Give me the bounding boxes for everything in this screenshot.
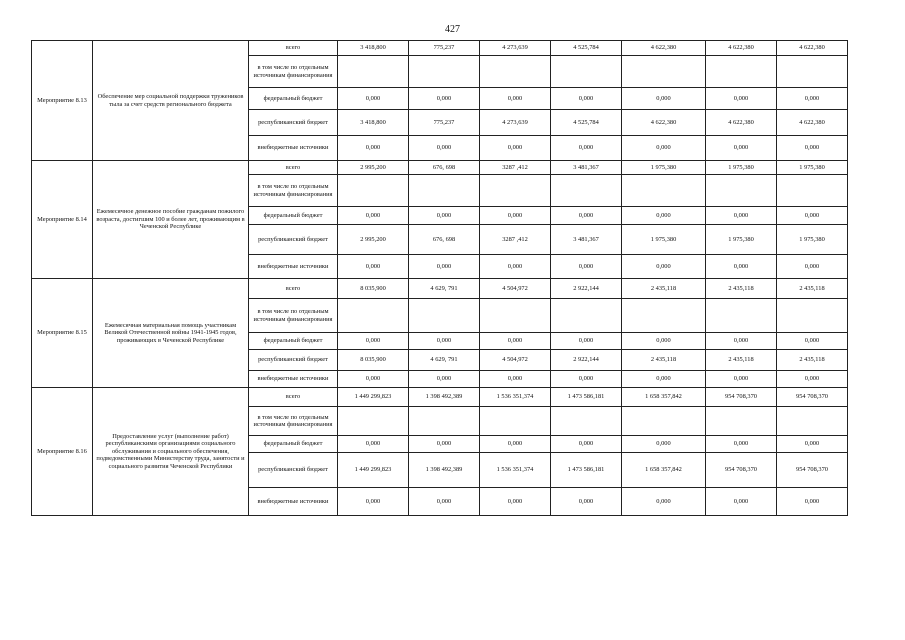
value-cell: 4 525,784: [551, 110, 622, 136]
value-cell: 0,000: [706, 488, 777, 516]
funding-source-label: в том числе по отдельным источникам финансирования: [249, 407, 338, 436]
value-cell: 0,000: [777, 333, 848, 350]
value-cell: [480, 299, 551, 333]
value-cell: 0,000: [480, 371, 551, 388]
value-cell: 0,000: [409, 136, 480, 161]
value-cell: 0,000: [551, 488, 622, 516]
value-cell: [706, 407, 777, 436]
value-cell: 0,000: [338, 436, 409, 453]
value-cell: 1 975,380: [706, 161, 777, 175]
funding-source-label: всего: [249, 279, 338, 299]
funding-source-label: федеральный бюджет: [249, 333, 338, 350]
value-cell: 0,000: [480, 136, 551, 161]
value-cell: 1 975,380: [622, 161, 706, 175]
value-cell: [551, 56, 622, 88]
value-cell: 0,000: [706, 436, 777, 453]
value-cell: 0,000: [551, 436, 622, 453]
value-cell: [622, 299, 706, 333]
value-cell: [551, 175, 622, 207]
value-cell: 0,000: [480, 333, 551, 350]
value-cell: [409, 407, 480, 436]
value-cell: 0,000: [622, 136, 706, 161]
value-cell: 0,000: [338, 136, 409, 161]
value-cell: 0,000: [777, 488, 848, 516]
value-cell: [622, 56, 706, 88]
value-cell: 0,000: [551, 88, 622, 110]
value-cell: 0,000: [551, 136, 622, 161]
value-cell: 8 035,900: [338, 279, 409, 299]
value-cell: 4 504,972: [480, 279, 551, 299]
value-cell: [338, 56, 409, 88]
value-cell: [338, 175, 409, 207]
funding-source-label: республиканский бюджет: [249, 453, 338, 488]
value-cell: 8 035,900: [338, 350, 409, 371]
value-cell: 954 708,370: [777, 388, 848, 407]
value-cell: 0,000: [706, 136, 777, 161]
value-cell: 0,000: [622, 207, 706, 225]
value-cell: 2 995,200: [338, 161, 409, 175]
value-cell: 0,000: [777, 255, 848, 279]
value-cell: [622, 175, 706, 207]
measure-id: Мероприятие 8.15: [32, 279, 93, 388]
measure-description: Обеспечение мер социальной поддержки тружеников тыла за счет средств регионального бюджета: [93, 41, 249, 161]
value-cell: 0,000: [706, 333, 777, 350]
value-cell: [551, 299, 622, 333]
value-cell: 1 398 492,389: [409, 388, 480, 407]
funding-source-label: федеральный бюджет: [249, 207, 338, 225]
value-cell: 4 622,380: [706, 110, 777, 136]
value-cell: [622, 407, 706, 436]
value-cell: 0,000: [409, 88, 480, 110]
value-cell: 3 418,800: [338, 110, 409, 136]
value-cell: 1 449 299,823: [338, 388, 409, 407]
funding-source-label: в том числе по отдельным источникам финансирования: [249, 175, 338, 207]
value-cell: 0,000: [777, 207, 848, 225]
value-cell: 2 435,118: [706, 279, 777, 299]
value-cell: [706, 175, 777, 207]
value-cell: 4 525,784: [551, 41, 622, 56]
value-cell: 954 708,370: [777, 453, 848, 488]
value-cell: 4 629, 791: [409, 350, 480, 371]
value-cell: [338, 299, 409, 333]
funding-source-label: всего: [249, 161, 338, 175]
value-cell: [551, 407, 622, 436]
measure-id: Мероприятие 8.16: [32, 388, 93, 516]
value-cell: 0,000: [480, 88, 551, 110]
value-cell: 2 435,118: [777, 279, 848, 299]
value-cell: 0,000: [338, 371, 409, 388]
value-cell: [409, 56, 480, 88]
value-cell: 0,000: [777, 88, 848, 110]
measure-id: Мероприятие 8.13: [32, 41, 93, 161]
table-row: [32, 41, 848, 56]
value-cell: [409, 175, 480, 207]
value-cell: 0,000: [409, 333, 480, 350]
value-cell: 2 435,118: [622, 350, 706, 371]
value-cell: 0,000: [622, 371, 706, 388]
funding-source-label: всего: [249, 41, 338, 56]
value-cell: 954 708,370: [706, 388, 777, 407]
value-cell: 0,000: [622, 88, 706, 110]
value-cell: 0,000: [338, 207, 409, 225]
funding-source-label: внебюджетные источники: [249, 255, 338, 279]
value-cell: 0,000: [777, 436, 848, 453]
funding-source-label: республиканский бюджет: [249, 110, 338, 136]
value-cell: 4 629, 791: [409, 279, 480, 299]
value-cell: 3287 ,412: [480, 161, 551, 175]
value-cell: 0,000: [551, 371, 622, 388]
value-cell: 2 995,200: [338, 225, 409, 255]
value-cell: 0,000: [480, 255, 551, 279]
value-cell: 4 622,380: [622, 110, 706, 136]
value-cell: 2 922,144: [551, 350, 622, 371]
funding-source-label: внебюджетные источники: [249, 488, 338, 516]
value-cell: 1 975,380: [622, 225, 706, 255]
value-cell: 0,000: [706, 207, 777, 225]
funding-source-label: внебюджетные источники: [249, 136, 338, 161]
value-cell: 1 975,380: [777, 161, 848, 175]
value-cell: 1 975,380: [777, 225, 848, 255]
value-cell: [409, 299, 480, 333]
value-cell: 2 435,118: [777, 350, 848, 371]
value-cell: 0,000: [706, 255, 777, 279]
value-cell: 0,000: [551, 333, 622, 350]
value-cell: 0,000: [622, 488, 706, 516]
value-cell: 4 622,380: [777, 110, 848, 136]
table-row: [32, 279, 848, 299]
value-cell: 1 536 351,374: [480, 388, 551, 407]
value-cell: 0,000: [480, 488, 551, 516]
funding-source-label: внебюджетные источники: [249, 371, 338, 388]
value-cell: 4 504,972: [480, 350, 551, 371]
value-cell: 0,000: [622, 255, 706, 279]
value-cell: 3 418,800: [338, 41, 409, 56]
value-cell: 775,237: [409, 110, 480, 136]
value-cell: 3287 ,412: [480, 225, 551, 255]
value-cell: 0,000: [409, 207, 480, 225]
value-cell: [480, 407, 551, 436]
value-cell: 1 473 586,181: [551, 453, 622, 488]
value-cell: [706, 56, 777, 88]
value-cell: 0,000: [480, 207, 551, 225]
measure-description: Предоставление услуг (выполнение работ) республиканскими организациями социального обслуживания и социального обеспечения, подведомственными Министерству труда, занятости и социального развития Чеченской Республики: [93, 388, 249, 516]
funding-source-label: республиканский бюджет: [249, 225, 338, 255]
funding-source-label: в том числе по отдельным источникам финансирования: [249, 299, 338, 333]
table-row: [32, 161, 848, 175]
value-cell: 1 473 586,181: [551, 388, 622, 407]
value-cell: 0,000: [777, 371, 848, 388]
value-cell: 0,000: [409, 255, 480, 279]
value-cell: 4 273,639: [480, 41, 551, 56]
table-row: [32, 388, 848, 407]
value-cell: [777, 407, 848, 436]
value-cell: 2 435,118: [706, 350, 777, 371]
value-cell: 1 398 492,389: [409, 453, 480, 488]
funding-source-label: федеральный бюджет: [249, 88, 338, 110]
value-cell: 676, 698: [409, 161, 480, 175]
value-cell: [480, 175, 551, 207]
value-cell: 4 273,639: [480, 110, 551, 136]
value-cell: 0,000: [338, 333, 409, 350]
value-cell: 0,000: [338, 88, 409, 110]
value-cell: 1 658 357,842: [622, 388, 706, 407]
value-cell: 676, 698: [409, 225, 480, 255]
value-cell: [777, 299, 848, 333]
value-cell: 0,000: [622, 333, 706, 350]
value-cell: 954 708,370: [706, 453, 777, 488]
value-cell: 2 922,144: [551, 279, 622, 299]
value-cell: [706, 299, 777, 333]
value-cell: 1 658 357,842: [622, 453, 706, 488]
funding-source-label: республиканский бюджет: [249, 350, 338, 371]
value-cell: 1 449 299,823: [338, 453, 409, 488]
value-cell: 4 622,380: [777, 41, 848, 56]
value-cell: [777, 56, 848, 88]
value-cell: 4 622,380: [706, 41, 777, 56]
value-cell: 3 481,367: [551, 225, 622, 255]
value-cell: [338, 407, 409, 436]
value-cell: 0,000: [706, 88, 777, 110]
value-cell: 0,000: [338, 488, 409, 516]
value-cell: 0,000: [622, 436, 706, 453]
value-cell: 0,000: [480, 436, 551, 453]
value-cell: 0,000: [409, 371, 480, 388]
funding-source-label: всего: [249, 388, 338, 407]
value-cell: 0,000: [706, 371, 777, 388]
value-cell: 4 622,380: [622, 41, 706, 56]
funding-source-label: в том числе по отдельным источникам финансирования: [249, 56, 338, 88]
value-cell: 1 975,380: [706, 225, 777, 255]
funding-source-label: федеральный бюджет: [249, 436, 338, 453]
measure-id: Мероприятие 8.14: [32, 161, 93, 279]
value-cell: 0,000: [409, 436, 480, 453]
value-cell: [777, 175, 848, 207]
value-cell: 775,237: [409, 41, 480, 56]
value-cell: 2 435,118: [622, 279, 706, 299]
value-cell: [480, 56, 551, 88]
value-cell: 1 536 351,374: [480, 453, 551, 488]
value-cell: 0,000: [338, 255, 409, 279]
value-cell: 3 481,367: [551, 161, 622, 175]
value-cell: 0,000: [551, 207, 622, 225]
value-cell: 0,000: [551, 255, 622, 279]
value-cell: 0,000: [409, 488, 480, 516]
page-number: 427: [445, 24, 460, 35]
budget-table-body: [32, 41, 848, 516]
budget-table: [31, 40, 848, 516]
value-cell: 0,000: [777, 136, 848, 161]
measure-description: Ежемесячная материальная помощь участникам Великой Отечественной войны 1941-1945 годов, проживающих в Чеченской Республике: [93, 279, 249, 388]
measure-description: Ежемесячное денежное пособие гражданам пожилого возраста, достигшим 100 и более лет, проживающим в Чеченской Республике: [93, 161, 249, 279]
